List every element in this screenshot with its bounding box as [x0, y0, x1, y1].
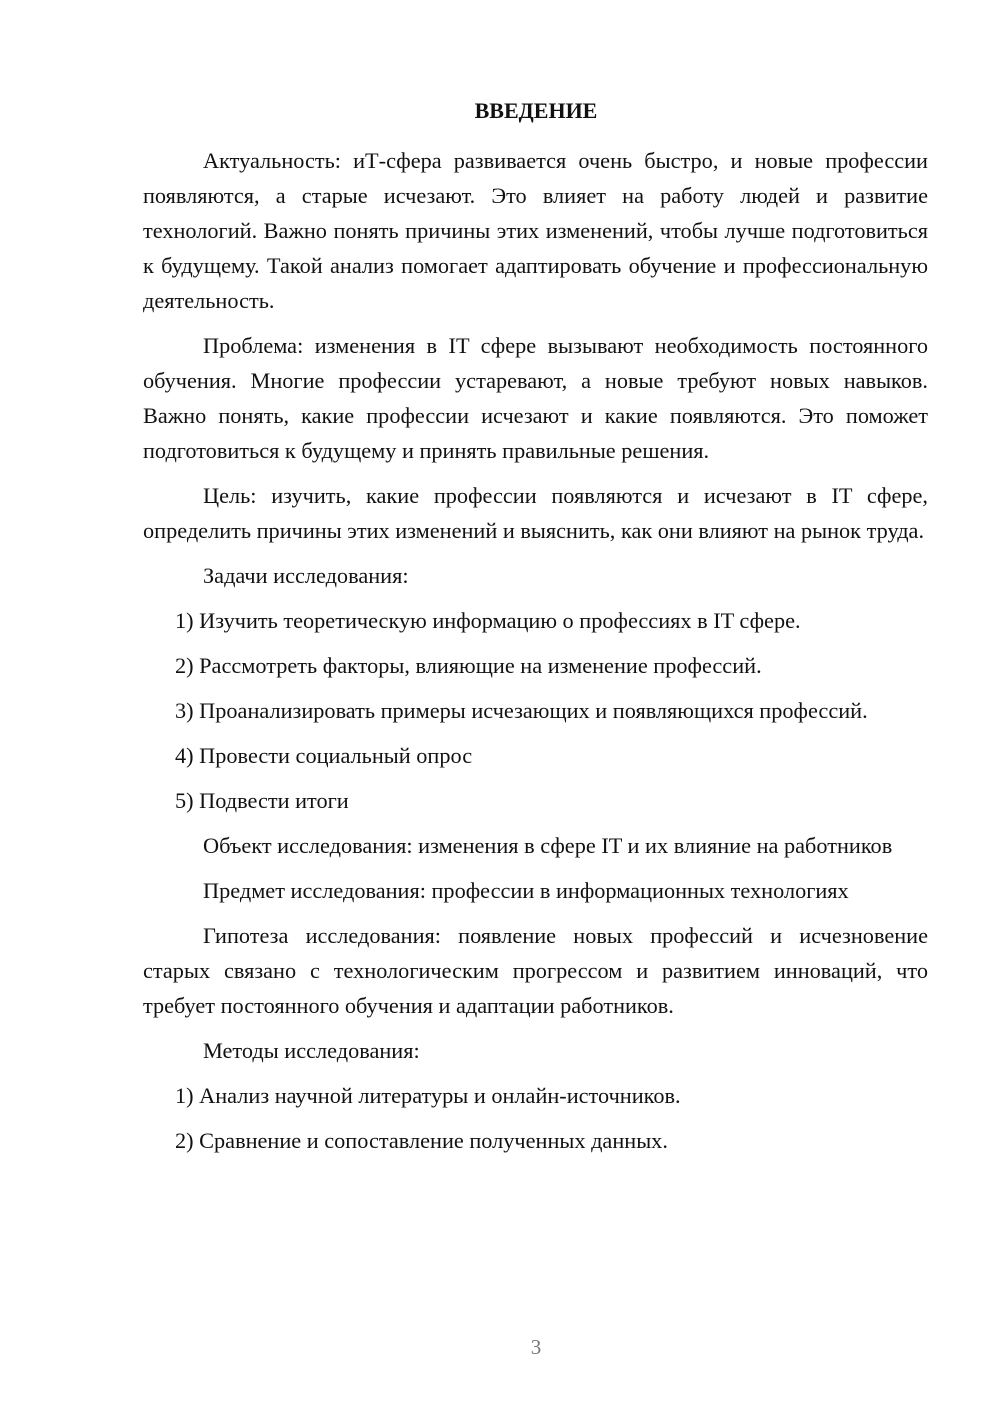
hypothesis-paragraph: Гипотеза исследования: появление новых профессий и исчезновение старых связано с технологическим прогрессом и развитием инноваций, что требует постоянного обучения и адаптации работников.	[143, 923, 928, 1018]
object-paragraph: Объект исследования: изменения в сфере IT и их влияние на работников	[203, 833, 893, 858]
method-item: 1) Анализ научной литературы и онлайн-источников.	[175, 1083, 681, 1108]
method-item: 2) Сравнение и сопоставление полученных данных.	[175, 1128, 668, 1153]
task-item: 4) Провести социальный опрос	[175, 743, 473, 768]
task-item: 5) Подвести итоги	[175, 788, 349, 813]
task-item: 1) Изучить теоретическую информацию о профессиях в IT сфере.	[175, 608, 801, 633]
task-item: 3) Проанализировать примеры исчезающих и появляющихся профессий.	[175, 698, 868, 723]
document-body	[143, 143, 928, 1168]
relevance-paragraph: Актуальность: иТ-сфера развивается очень быстро, и новые профессии появляются, а старые исчезают. Это влияет на работу людей и развитие технологий. Важно понять причины этих изменений, чтобы лучше подготовиться к будущему. Такой анализ помогает адаптировать обучение и профессиональную деятельность.	[143, 148, 928, 313]
methods-heading: Методы исследования:	[203, 1038, 420, 1063]
page-number: 3	[530, 1335, 542, 1359]
page-title: ВВЕДЕНИЕ	[474, 98, 598, 123]
task-item: 2) Рассмотреть факторы, влияющие на изменение профессий.	[175, 653, 762, 678]
subject-paragraph: Предмет исследования: профессии в информационных технологиях	[203, 878, 849, 903]
goal-paragraph: Цель: изучить, какие профессии появляются и исчезают в IT сфере, определить причины этих изменений и выяснить, как они влияют на рынок труда.	[143, 483, 928, 543]
tasks-heading: Задачи исследования:	[203, 563, 409, 588]
problem-paragraph: Проблема: изменения в IT сфере вызывают необходимость постоянного обучения. Многие профессии устаревают, а новые требуют новых навыков. Важно понять, какие профессии исчезают и какие появляются. Это поможет подготовиться к будущему и принять правильные решения.	[143, 333, 928, 463]
